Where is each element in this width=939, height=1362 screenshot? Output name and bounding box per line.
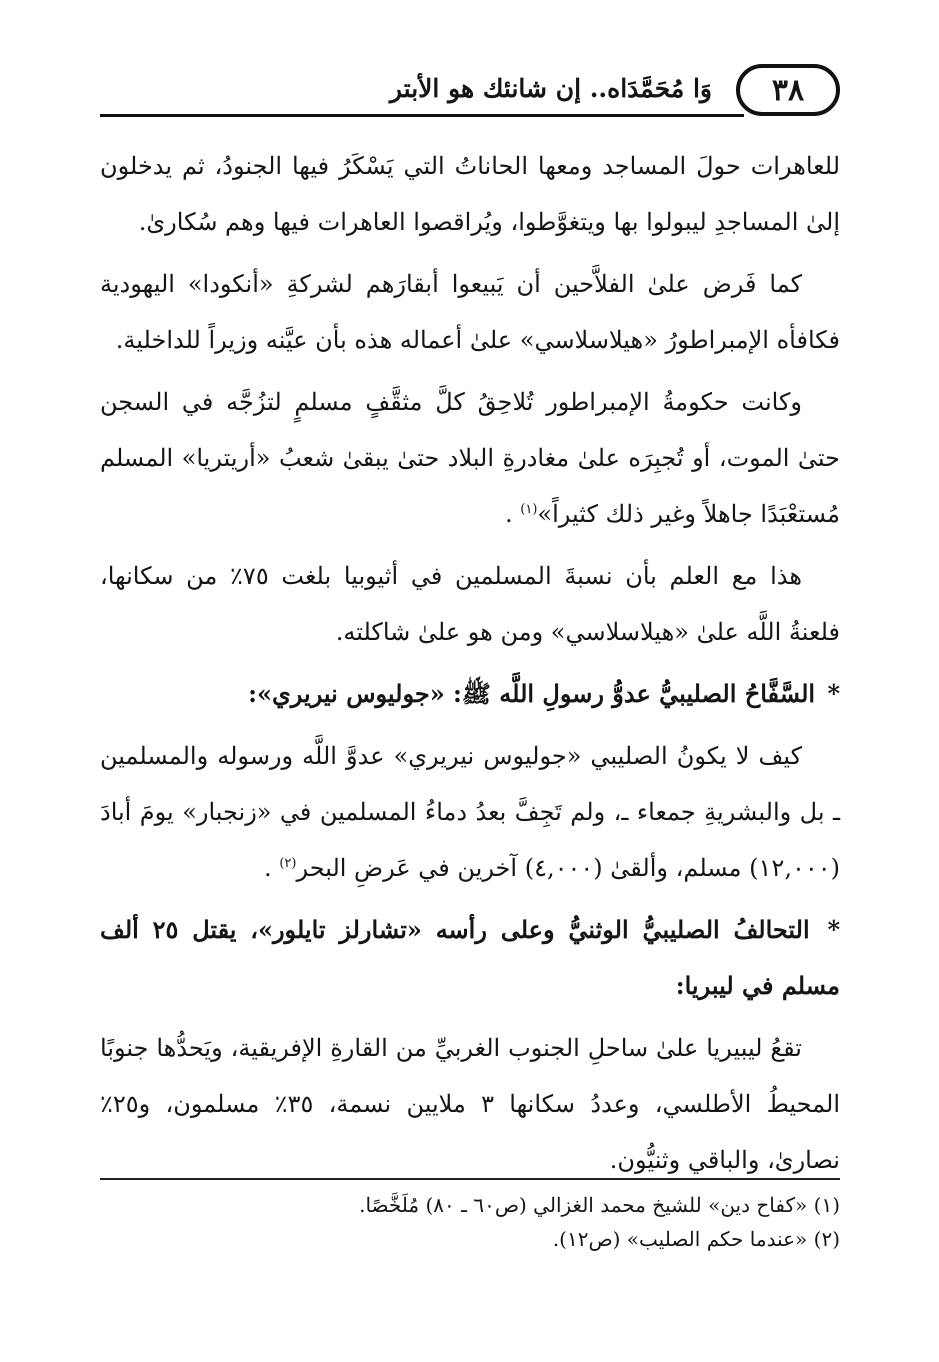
- paragraph-text: كيف لا يكونُ الصليبي «جوليوس نيريري» عدوَّ اللَّه ورسوله والمسلمين ـ بل والبشريةِ جمعاء ـ، ولم تَجِفَّ بعدُ دماءُ المسلمين في «زنجبار» يومَ أبادَ (١٢,٠٠٠) مسلم، وألقىٰ (٤,٠٠٠) آخرين في عَرضِ البحر: [100, 742, 840, 882]
- paragraph: [100, 374, 840, 542]
- header-rule: [100, 114, 744, 117]
- section-heading: [100, 666, 840, 722]
- paragraph: [100, 1020, 840, 1188]
- footnote-rule: [100, 1178, 840, 1180]
- page-header: [100, 60, 840, 122]
- footnotes: [100, 1188, 840, 1256]
- footnote-ref: (١): [520, 502, 538, 517]
- star-marker: *: [827, 679, 840, 708]
- paragraph-text: وكانت حكومةُ الإمبراطور تُلاحِقُ كلَّ مثقَّفٍ مسلمٍ لتزُجَّه في السجن حتىٰ الموت، أو تُجبِرَه علىٰ مغادرةِ البلاد حتىٰ يبقىٰ شعبُ «أريتريا» المسلم مُستعْبَدًا جاهلاً وغير ذلك كثيراً»: [100, 388, 840, 528]
- heading-text: السَّفَّاحُ الصليبيُّ عدوُّ رسولِ اللَّه ﷺ: «جوليوس نيريري»:: [248, 679, 816, 708]
- page-number: ٣٨: [736, 64, 840, 116]
- footnote-ref: (٢): [279, 856, 297, 871]
- paragraph-tail: .: [504, 500, 513, 528]
- paragraph-text: تقعُ ليبيريا علىٰ ساحلِ الجنوب الغربيِّ من القارةِ الإفريقية، ويَحدُّها جنوبًا المحيطُ الأطلسي، وعددُ سكانها ٣ ملايين نسمة، ٣٥٪ مسلمون، و٢٥٪ نصارىٰ، والباقي وثنيُّون.: [100, 1034, 841, 1174]
- paragraph-text: للعاهرات حولَ المساجد ومعها الحاناتُ التي يَسْكَرُ فيها الجنودُ، ثم يدخلون إلىٰ المساجدِ ليبولوا بها ويتغوَّطوا، ويُراقصوا العاهرات فيها وهم سُكارىٰ.: [100, 152, 840, 236]
- paragraph: [100, 728, 840, 896]
- paragraph: [100, 256, 840, 368]
- star-marker: *: [827, 915, 841, 944]
- footnote: (٢) «عندما حكم الصليب» (ص١٢).: [552, 1227, 840, 1251]
- heading-text: التحالفُ الصليبيُّ الوثنيُّ وعلى رأسه «تشارلز تايلور»، يقتل ٢٥ ألف مسلم في ليبريا:: [100, 915, 840, 1000]
- paragraph-text: كما فَرض علىٰ الفلاَّحين أن يَبيعوا أبقارَهم لشركةِ «أنكودا» اليهودية فكافأه الإمبراطورُ «هيلاسلاسي» علىٰ أعماله هذه بأن عيَّنه وزيراً للداخلية.: [100, 270, 840, 354]
- footnote: (١) «كفاح دين» للشيخ محمد الغزالي (ص٦٠ ـ ٨٠) مُلَخَّصًا.: [359, 1193, 840, 1217]
- section-heading: [100, 902, 840, 1014]
- page-body: [100, 138, 840, 1194]
- paragraph-continued: [100, 138, 840, 250]
- paragraph-text: هذا مع العلم بأن نسبةَ المسلمين في أثيوبيا بلغت ٧٥٪ من سكانها، فلعنةُ اللَّه علىٰ «هيلاسلاسي» ومن هو علىٰ شاكلته.: [100, 562, 840, 646]
- paragraph: [100, 548, 840, 660]
- paragraph-tail: .: [264, 854, 272, 882]
- running-title: وَا مُحَمَّدَاه.. إن شانئك هو الأبتر: [389, 74, 712, 103]
